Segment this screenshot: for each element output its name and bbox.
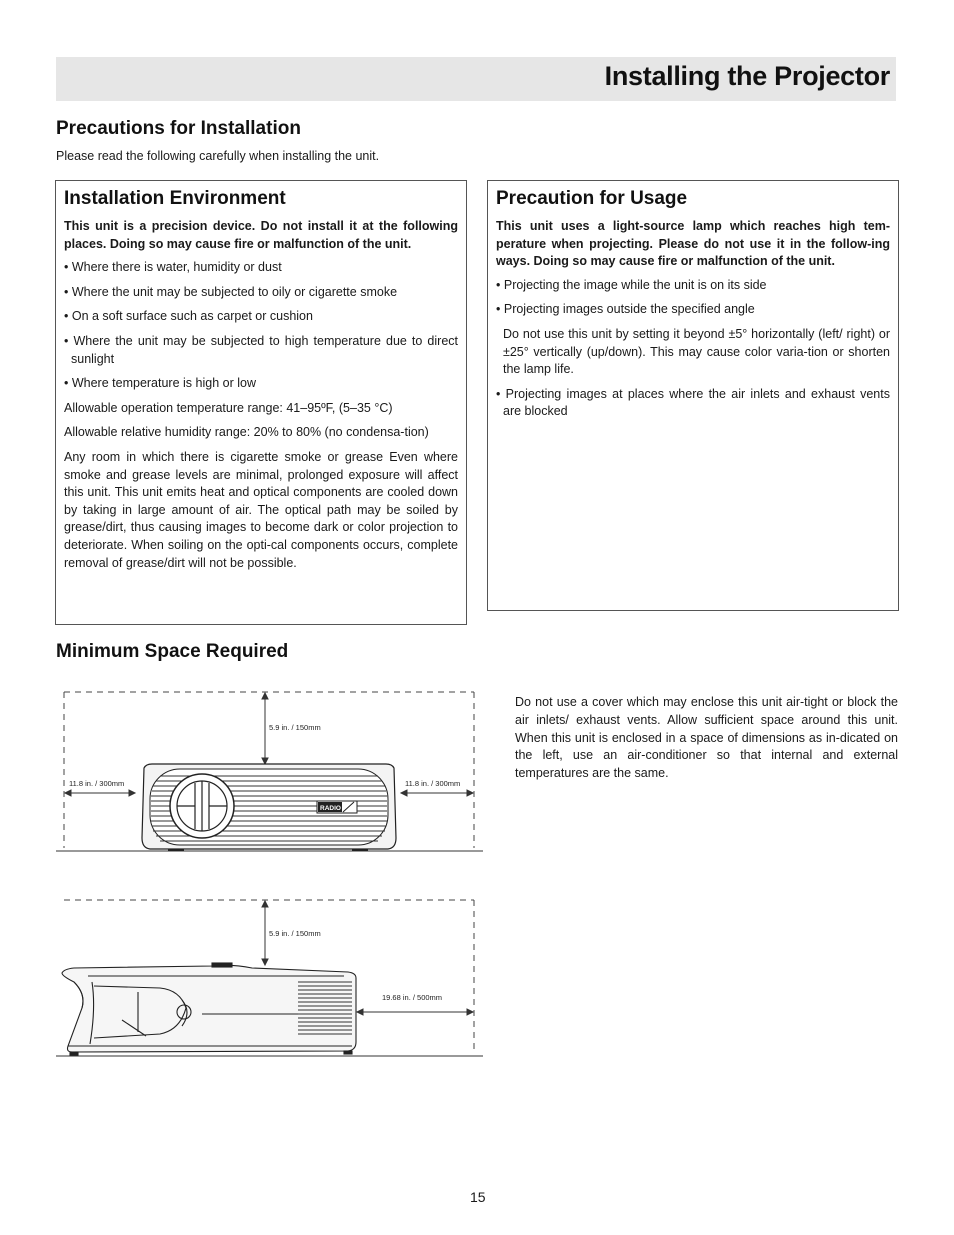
environment-warning: This unit is a precision device. Do not install it at the following places. Doing so may cause fire or malfunction of the unit. [64,219,458,251]
section-heading-minimum-space: Minimum Space Required [56,641,289,662]
environment-list [64,259,458,393]
front-right-clearance-label: 11.8 in. / 300mm [405,779,461,788]
projector-front-illustration [142,764,396,851]
front-left-clearance-label: 11.8 in. / 300mm [69,779,125,788]
section-heading-precautions: Precautions for Installation [56,118,301,139]
front-top-clearance-label: 5.9 in. / 150mm [269,723,321,732]
precaution-usage-heading: Precaution for Usage [496,188,688,209]
list-item: • Projecting images outside the specified angle [496,301,890,319]
projector-side-illustration [62,963,356,1055]
title-bar [56,57,896,101]
intro-text: Please read the following carefully when installing the unit. [56,149,380,163]
list-item: • Projecting images at places where the air inlets and exhaust vents are blocked [496,386,890,421]
precaution-usage-box [487,180,899,611]
list-item: • Projecting the image while the unit is on its side [496,277,890,295]
angle-note: Do not use this unit by setting it beyond ±5° horizontally (left/ right) or ±25° vertically (up/down). This may cause color varia-tion or shorten the lamp life. [503,326,890,377]
temperature-range: Allowable operation temperature range: 41–95ºF, (5–35 °C) [64,400,393,415]
usage-warning: This unit uses a light-source lamp which reaches high tem-perature when projecting. Please do not use it in the follow-ing ways. Doing so may cause fire or malfunction of the unit. [496,219,890,269]
projector-logo: RADIO [320,805,341,812]
list-item: • Where the unit may be subjected to high temperature due to direct sunlight [64,333,458,368]
side-rear-clearance-label: 19.68 in. / 500mm [382,993,443,1002]
list-item: • Where the unit may be subjected to oily or cigarette smoke [64,284,458,302]
list-item: • Where there is water, humidity or dust [64,259,458,277]
smoke-paragraph: Any room in which there is cigarette smoke or grease Even where smoke and grease levels are minimal, prolonged exposure will affect this unit. This unit emits heat and optical components are cooled down by taking in large amount of air. The optical path may be soiled by grease/dirt, thus causing images to become dark or color projection to deteriorate. When soiling on the opti-cal components occurs, complete removal of grease/dirt will not be possible. [64,449,458,570]
front-view-diagram [52,688,488,856]
space-description: Do not use a cover which may enclose this unit air-tight or block the air inlets/ exhaust vents. Allow sufficient space around this unit. When this unit is enclosed in a space of dimensions as in-dicated on the left, use an air-conditioner so that internal and external temperatures are the same. [515,695,898,781]
humidity-range: Allowable relative humidity range: 20% to 80% (no condensa-tion) [64,425,429,440]
installation-environment-heading: Installation Environment [64,188,286,209]
installation-environment-box [55,180,467,625]
side-top-clearance-label: 5.9 in. / 150mm [269,929,321,938]
list-item: • Where temperature is high or low [64,375,458,393]
usage-list-vents [496,386,890,421]
list-item: • On a soft surface such as carpet or cushion [64,308,458,326]
page-number: 15 [470,1189,486,1205]
page-title: Installing the Projector [604,61,890,91]
usage-list [496,277,890,319]
side-view-diagram [52,896,488,1060]
